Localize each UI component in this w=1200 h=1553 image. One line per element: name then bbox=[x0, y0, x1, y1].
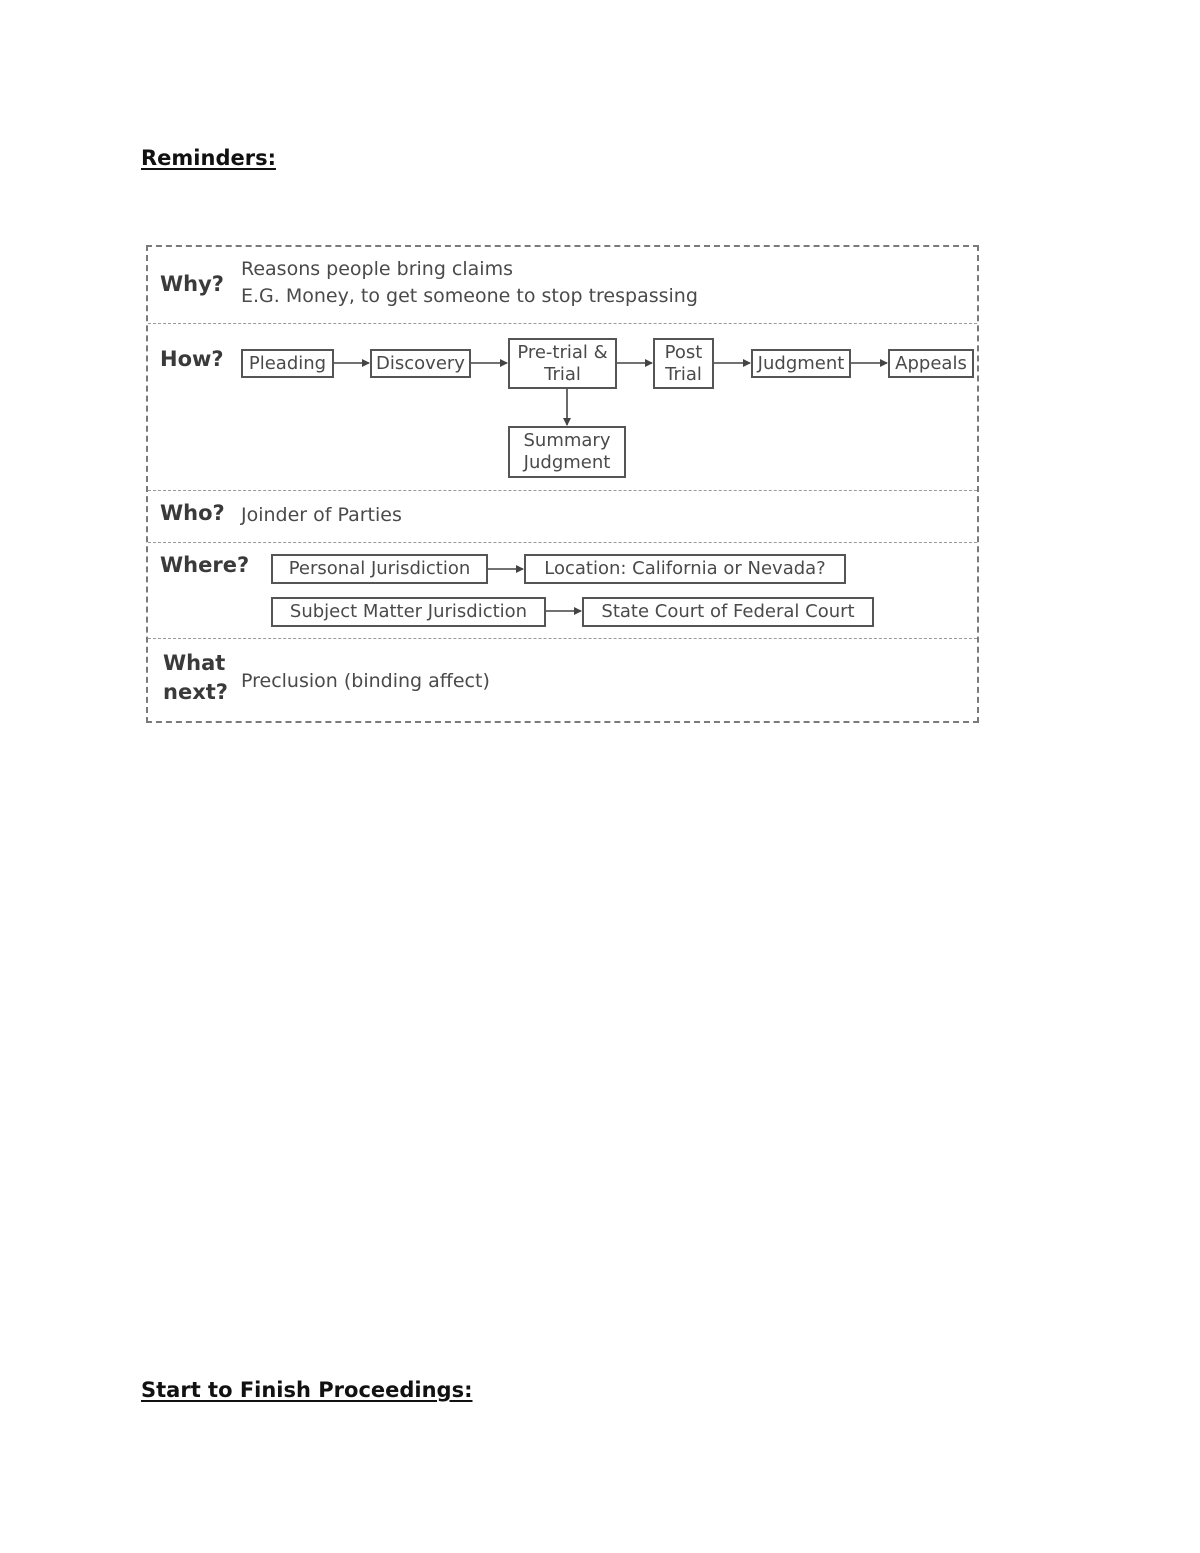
what-next-label-line1: What bbox=[163, 651, 226, 675]
appeals-box: Appeals bbox=[888, 349, 974, 378]
why-example-text: E.G. Money, to get someone to stop trespassing bbox=[241, 285, 698, 307]
pretrial-trial-box: Pre-trial & Trial bbox=[508, 338, 617, 389]
why-reasons-text: Reasons people bring claims bbox=[241, 258, 513, 280]
preclusion-text: Preclusion (binding affect) bbox=[241, 670, 490, 692]
discovery-box: Discovery bbox=[370, 349, 471, 378]
pleading-box: Pleading bbox=[241, 349, 334, 378]
start-to-finish-heading: Start to Finish Proceedings: bbox=[141, 1378, 473, 1402]
diagram-dashed-frame bbox=[146, 245, 979, 723]
how-label: How? bbox=[160, 347, 224, 371]
judgment-box: Judgment bbox=[751, 349, 851, 378]
row-separator bbox=[148, 638, 977, 639]
row-separator bbox=[148, 323, 977, 324]
post-trial-box: Post Trial bbox=[653, 338, 714, 389]
who-label: Who? bbox=[160, 501, 225, 525]
what-next-label-line2: next? bbox=[163, 680, 228, 704]
location-box: Location: California or Nevada? bbox=[524, 554, 846, 584]
joinder-text: Joinder of Parties bbox=[241, 504, 402, 526]
where-label: Where? bbox=[160, 553, 250, 577]
row-separator bbox=[148, 490, 977, 491]
personal-jurisdiction-box: Personal Jurisdiction bbox=[271, 554, 488, 584]
reminders-heading: Reminders: bbox=[141, 146, 276, 170]
state-or-federal-court-box: State Court of Federal Court bbox=[582, 597, 874, 627]
subject-matter-jurisdiction-box: Subject Matter Jurisdiction bbox=[271, 597, 546, 627]
why-label: Why? bbox=[160, 272, 224, 296]
row-separator bbox=[148, 542, 977, 543]
summary-judgment-box: Summary Judgment bbox=[508, 426, 626, 478]
